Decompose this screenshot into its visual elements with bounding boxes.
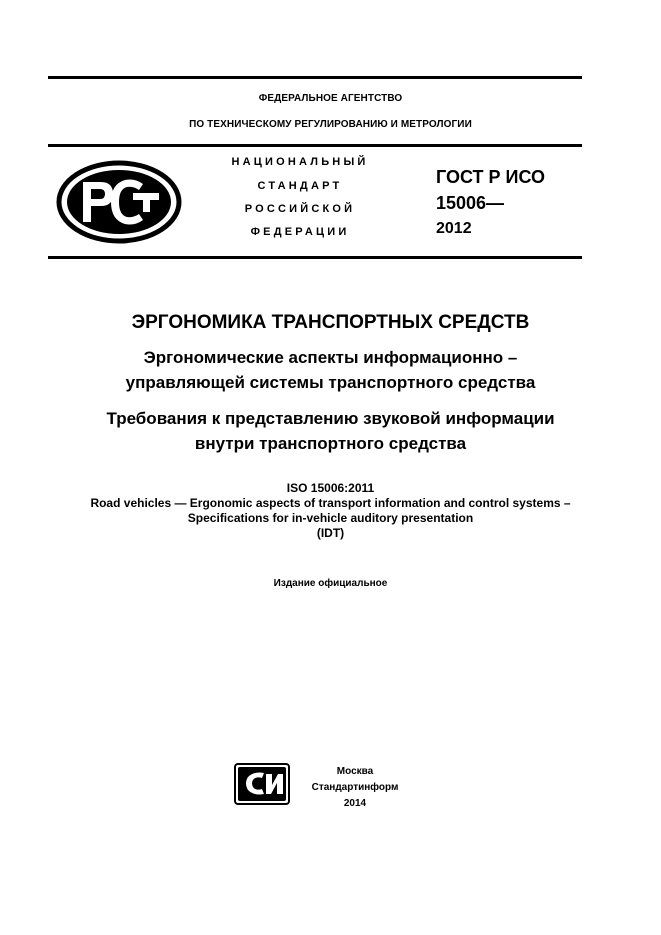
agency-line-1: ФЕДЕРАЛЬНОЕ АГЕНТСТВО [258, 93, 403, 104]
standartinform-logo-icon [234, 763, 290, 805]
gost-line-1: ГОСТ Р ИСО [436, 167, 546, 187]
iso-title-line-2: Specifications for in-vehicle auditory presentation [187, 511, 474, 525]
iso-idt: (IDT) [316, 526, 345, 540]
publisher-year: 2014 [343, 798, 367, 809]
publisher-logo [234, 763, 290, 805]
rst-certification-logo-icon [55, 160, 183, 244]
publisher-city: Москва [336, 766, 374, 777]
national-line-3: РОССИЙСКОЙ [244, 203, 356, 215]
rst-logo [55, 160, 183, 244]
gost-line-2: 15006— [436, 193, 505, 213]
iso-number: ISO 15006:2011 [286, 481, 375, 495]
subtitle-2-line-1: Требования к представлению звуковой информации [106, 409, 555, 428]
national-line-1: НАЦИОНАЛЬНЫЙ [231, 156, 369, 168]
national-line-2: СТАНДАРТ [257, 180, 343, 192]
header-rule [48, 144, 582, 147]
national-line-4: ФЕДЕРАЦИИ [250, 226, 350, 238]
standard-block-rule [48, 256, 582, 259]
gost-line-3: 2012 [436, 220, 472, 237]
subtitle-1-line-1: Эргономические аспекты информационно – [143, 348, 518, 367]
iso-title-line-1: Road vehicles — Ergonomic aspects of transport information and control systems – [90, 496, 571, 510]
main-title: ЭРГОНОМИКА ТРАНСПОРТНЫХ СРЕДСТВ [131, 312, 530, 333]
top-rule [48, 76, 582, 79]
edition-label: Издание официальное [273, 578, 388, 589]
publisher-name: Стандартинформ [311, 782, 399, 793]
subtitle-1-line-2: управляющей системы транспортного средства [125, 373, 536, 392]
subtitle-2-line-2: внутри транспортного средства [194, 434, 467, 453]
agency-line-2: ПО ТЕХНИЧЕСКОМУ РЕГУЛИРОВАНИЮ И МЕТРОЛОГИИ [189, 119, 472, 130]
